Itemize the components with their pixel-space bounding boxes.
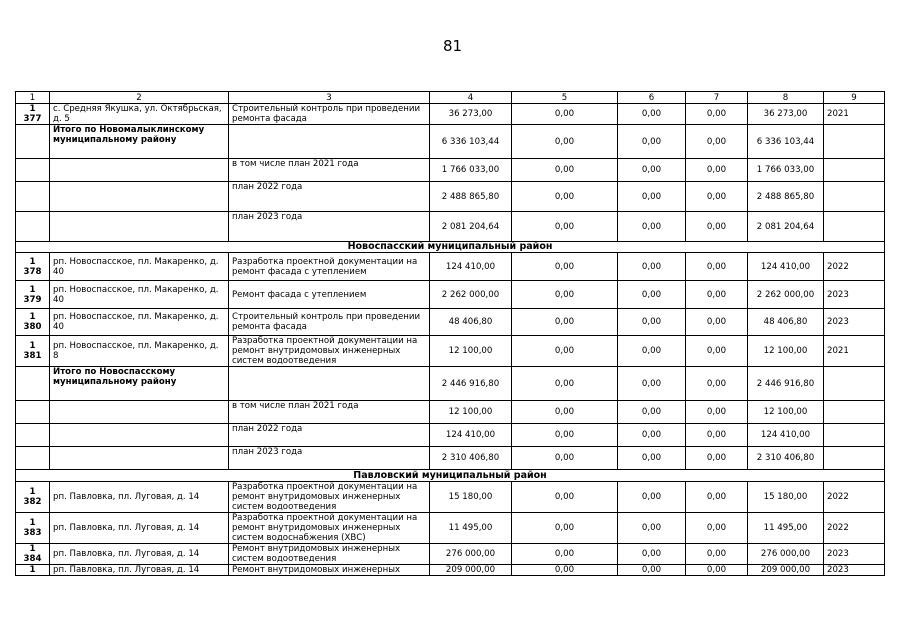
year-cell: 2023 [824,281,885,309]
empty-cell [824,401,885,424]
plan-label: в том числе план 2021 года [229,401,430,424]
header-cell: 5 [512,92,618,104]
cost-cell: 0,00 [618,212,686,242]
plan-label [229,367,430,401]
table-row [16,253,885,281]
cost-cell: 0,00 [686,401,748,424]
year-cell: 2021 [824,104,885,125]
year-cell: 2023 [824,309,885,336]
empty-cell [824,447,885,470]
work-type-cell: Разработка проектной документации на ремонт внутридомовых инженерных систем водоснабжения (ХВС) [229,513,430,544]
cost-cell: 0,00 [618,309,686,336]
cost-cell: 0,00 [512,544,618,565]
total-cost-cell: 2 446 916,80 [430,367,512,401]
empty-cell [16,125,50,159]
empty-cell [16,367,50,401]
total-cost-cell: 2 081 204,64 [430,212,512,242]
fund-cost-cell: 12 100,00 [748,401,824,424]
address-cell: рп. Новоспасское, пл. Макаренко, д. 40 [50,309,229,336]
subtotal-label [50,212,229,242]
empty-cell [824,424,885,447]
total-cost-cell: 48 406,80 [430,309,512,336]
row-number: 1 378 [16,253,50,281]
cost-cell: 0,00 [686,253,748,281]
subtotal-row [16,182,885,212]
total-cost-cell: 2 310 406,80 [430,447,512,470]
empty-cell [824,212,885,242]
fund-cost-cell: 209 000,00 [748,565,824,576]
total-cost-cell: 124 410,00 [430,424,512,447]
section-header-row [16,242,885,253]
fund-cost-cell: 6 336 103,44 [748,125,824,159]
work-type-cell: Разработка проектной документации на ремонт фасада с утеплением [229,253,430,281]
empty-cell [16,212,50,242]
header-row [16,92,885,104]
plan-label: в том числе план 2021 года [229,159,430,182]
cost-cell: 0,00 [512,281,618,309]
row-number: 1 382 [16,482,50,513]
address-cell: рп. Павловка, пл. Луговая, д. 14 [50,544,229,565]
subtotal-label [50,424,229,447]
work-type-cell: Строительный контроль при проведении ремонта фасада [229,104,430,125]
header-cell: 9 [824,92,885,104]
cost-cell: 0,00 [512,159,618,182]
fund-cost-cell: 2 488 865,80 [748,182,824,212]
cost-cell: 0,00 [686,482,748,513]
total-cost-cell: 276 000,00 [430,544,512,565]
cost-cell: 0,00 [512,367,618,401]
header-cell: 2 [50,92,229,104]
header-cell: 4 [430,92,512,104]
cost-cell: 0,00 [686,447,748,470]
fund-cost-cell: 2 310 406,80 [748,447,824,470]
subtotal-label [50,447,229,470]
cost-cell: 0,00 [618,125,686,159]
header-cell: 8 [748,92,824,104]
year-cell: 2023 [824,565,885,576]
section-title: Новоспасский муниципальный район [16,242,885,253]
fund-cost-cell: 11 495,00 [748,513,824,544]
table-row [16,565,885,576]
total-cost-cell: 11 495,00 [430,513,512,544]
cost-cell: 0,00 [686,159,748,182]
header-cell: 1 [16,92,50,104]
address-cell: с. Средняя Якушка, ул. Октябрьская, д. 5 [50,104,229,125]
program-table [15,91,885,576]
cost-cell: 0,00 [512,401,618,424]
empty-cell [16,401,50,424]
subtotal-label: Итого по Новоспасскому муниципальному району [50,367,229,401]
subtotal-row [16,447,885,470]
cost-cell: 0,00 [512,212,618,242]
cost-cell: 0,00 [618,565,686,576]
cost-cell: 0,00 [512,447,618,470]
empty-cell [824,159,885,182]
plan-label [229,125,430,159]
address-cell: рп. Новоспасское, пл. Макаренко, д. 40 [50,253,229,281]
table-row [16,309,885,336]
total-cost-cell: 6 336 103,44 [430,125,512,159]
table-row [16,336,885,367]
section-header-row [16,470,885,482]
subtotal-row [16,125,885,159]
cost-cell: 0,00 [686,125,748,159]
cost-cell: 0,00 [512,309,618,336]
work-type-cell: Ремонт внутридомовых инженерных [229,565,430,576]
cost-cell: 0,00 [512,565,618,576]
fund-cost-cell: 15 180,00 [748,482,824,513]
cost-cell: 0,00 [618,104,686,125]
row-number: 1 384 [16,544,50,565]
total-cost-cell: 209 000,00 [430,565,512,576]
row-number: 1 377 [16,104,50,125]
fund-cost-cell: 2 262 000,00 [748,281,824,309]
cost-cell: 0,00 [618,544,686,565]
cost-cell: 0,00 [686,309,748,336]
address-cell: рп. Новоспасское, пл. Макаренко, д. 40 [50,281,229,309]
cost-cell: 0,00 [512,482,618,513]
cost-cell: 0,00 [512,125,618,159]
subtotal-label [50,401,229,424]
cost-cell: 0,00 [686,565,748,576]
row-number: 1 381 [16,336,50,367]
fund-cost-cell: 36 273,00 [748,104,824,125]
work-type-cell: Ремонт фасада с утеплением [229,281,430,309]
fund-cost-cell: 124 410,00 [748,424,824,447]
year-cell: 2021 [824,336,885,367]
cost-cell: 0,00 [686,182,748,212]
header-cell: 3 [229,92,430,104]
row-number: 1 [16,565,50,576]
cost-cell: 0,00 [686,104,748,125]
cost-cell: 0,00 [686,336,748,367]
cost-cell: 0,00 [618,367,686,401]
cost-cell: 0,00 [618,336,686,367]
header-cell: 6 [618,92,686,104]
year-cell: 2023 [824,544,885,565]
year-cell: 2022 [824,482,885,513]
year-cell: 2022 [824,253,885,281]
cost-cell: 0,00 [512,424,618,447]
cost-cell: 0,00 [618,182,686,212]
total-cost-cell: 2 488 865,80 [430,182,512,212]
empty-cell [824,367,885,401]
work-type-cell: Разработка проектной документации на ремонт внутридомовых инженерных систем водоотведения [229,482,430,513]
plan-label: план 2023 года [229,447,430,470]
subtotal-row [16,367,885,401]
row-number: 1 379 [16,281,50,309]
work-type-cell: Ремонт внутридомовых инженерных систем водоотведения [229,544,430,565]
subtotal-label [50,159,229,182]
cost-cell: 0,00 [686,367,748,401]
subtotal-row [16,401,885,424]
cost-cell: 0,00 [512,182,618,212]
header-cell: 7 [686,92,748,104]
plan-label: план 2022 года [229,424,430,447]
cost-cell: 0,00 [686,513,748,544]
subtotal-label: Итого по Новомалыклинскому муниципальному району [50,125,229,159]
total-cost-cell: 12 100,00 [430,401,512,424]
cost-cell: 0,00 [686,424,748,447]
year-cell: 2022 [824,513,885,544]
empty-cell [824,182,885,212]
cost-cell: 0,00 [686,544,748,565]
subtotal-label [50,182,229,212]
address-cell: рп. Новоспасское, пл. Макаренко, д. 8 [50,336,229,367]
plan-label: план 2022 года [229,182,430,212]
cost-cell: 0,00 [686,281,748,309]
fund-cost-cell: 48 406,80 [748,309,824,336]
subtotal-row [16,159,885,182]
subtotal-row [16,212,885,242]
cost-cell: 0,00 [686,212,748,242]
cost-cell: 0,00 [512,336,618,367]
table-row [16,513,885,544]
address-cell: рп. Павловка, пл. Луговая, д. 14 [50,565,229,576]
empty-cell [16,159,50,182]
plan-label: план 2023 года [229,212,430,242]
total-cost-cell: 2 262 000,00 [430,281,512,309]
table-row [16,482,885,513]
address-cell: рп. Павловка, пл. Луговая, д. 14 [50,513,229,544]
cost-cell: 0,00 [512,513,618,544]
empty-cell [16,447,50,470]
cost-cell: 0,00 [618,482,686,513]
table-row [16,544,885,565]
fund-cost-cell: 2 446 916,80 [748,367,824,401]
cost-cell: 0,00 [618,401,686,424]
subtotal-row [16,424,885,447]
page-number: 81 [442,37,463,55]
fund-cost-cell: 1 766 033,00 [748,159,824,182]
table-body [16,92,885,576]
fund-cost-cell: 12 100,00 [748,336,824,367]
cost-cell: 0,00 [618,253,686,281]
total-cost-cell: 12 100,00 [430,336,512,367]
work-type-cell: Разработка проектной документации на ремонт внутридомовых инженерных систем водоотведения [229,336,430,367]
fund-cost-cell: 124 410,00 [748,253,824,281]
row-number: 1 383 [16,513,50,544]
table-row [16,281,885,309]
cost-cell: 0,00 [618,424,686,447]
cost-cell: 0,00 [512,104,618,125]
total-cost-cell: 1 766 033,00 [430,159,512,182]
empty-cell [824,125,885,159]
cost-cell: 0,00 [512,253,618,281]
empty-cell [16,182,50,212]
row-number: 1 380 [16,309,50,336]
fund-cost-cell: 276 000,00 [748,544,824,565]
cost-cell: 0,00 [618,513,686,544]
cost-cell: 0,00 [618,281,686,309]
fund-cost-cell: 2 081 204,64 [748,212,824,242]
empty-cell [16,424,50,447]
work-type-cell: Строительный контроль при проведении ремонта фасада [229,309,430,336]
section-title: Павловский муниципальный район [16,470,885,482]
address-cell: рп. Павловка, пл. Луговая, д. 14 [50,482,229,513]
total-cost-cell: 36 273,00 [430,104,512,125]
cost-cell: 0,00 [618,447,686,470]
table-row [16,104,885,125]
cost-cell: 0,00 [618,159,686,182]
total-cost-cell: 124 410,00 [430,253,512,281]
total-cost-cell: 15 180,00 [430,482,512,513]
